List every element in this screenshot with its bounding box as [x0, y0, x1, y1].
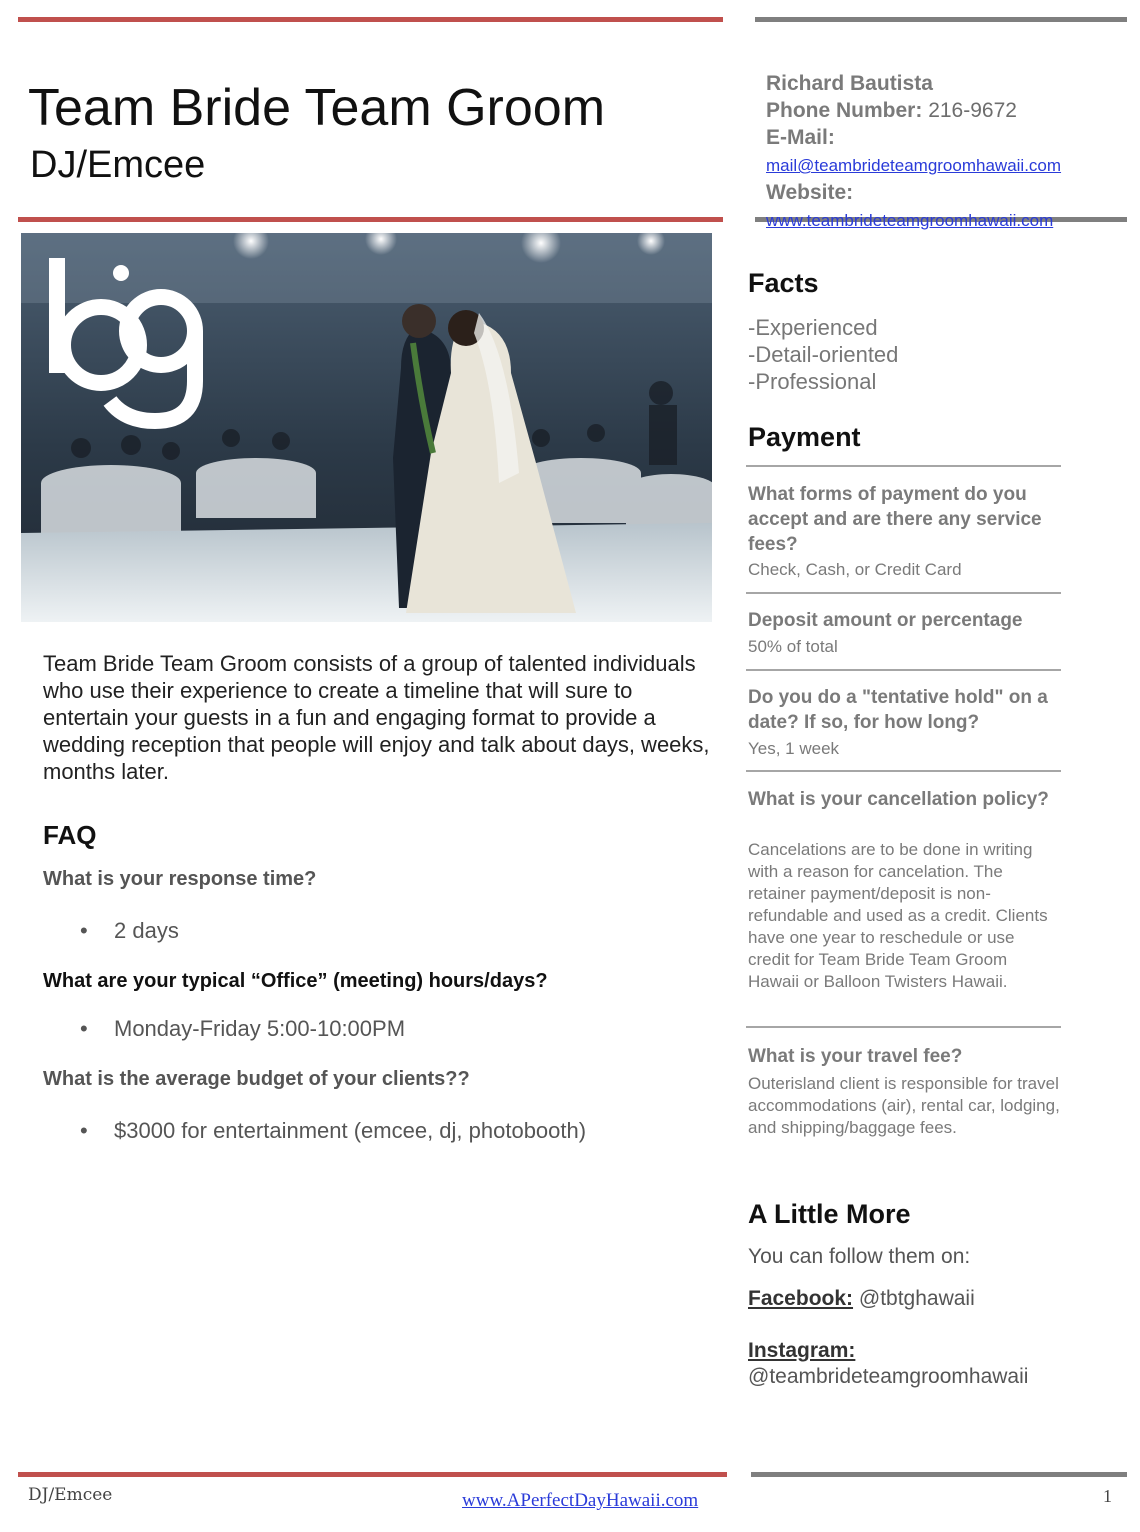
page-number: 1	[1103, 1486, 1112, 1506]
contact-block	[766, 70, 1126, 234]
payment-question-5: What is your travel fee?	[748, 1046, 963, 1067]
header-top-rule-red	[18, 17, 723, 22]
phone-number: 216-9672	[928, 99, 1017, 122]
footer-rule-red	[18, 1472, 727, 1477]
header-top-rule-grey	[755, 17, 1127, 22]
payment-divider	[746, 465, 1061, 467]
contact-name: Richard Bautista	[766, 72, 933, 95]
faq-answer-3	[80, 1118, 586, 1144]
phone-label: Phone Number:	[766, 99, 923, 122]
payment-answer-3: Yes, 1 week	[748, 739, 840, 758]
bullet: •	[80, 1118, 88, 1143]
footer-website-link[interactable]: www.APerfectDayHawaii.com	[462, 1490, 699, 1511]
website-link[interactable]: www.teambrideteamgroomhawaii.com	[766, 211, 1054, 230]
page-title: Team Bride Team Groom	[28, 79, 606, 137]
follow-text: You can follow them on:	[748, 1245, 971, 1268]
payment-answer-5: Outerisland client is responsible for travel accommodations (air), rental car, lodging, and shipping/baggage fees.	[748, 1074, 1060, 1137]
faq-heading: FAQ	[43, 820, 97, 850]
footer-rule-grey	[751, 1472, 1127, 1477]
wedding-photo-illustration	[21, 233, 712, 622]
instagram-handle[interactable]: @teambrideteamgroomhawaii	[748, 1365, 1029, 1388]
payment-divider	[746, 669, 1061, 671]
facts-list	[748, 314, 898, 395]
faq-question-1: What is your response time?	[43, 868, 317, 890]
instagram-label: Instagram:	[748, 1339, 856, 1362]
bullet: •	[80, 1016, 88, 1041]
payment-question-1: What forms of payment do you accept and are there any service fees?	[748, 484, 1042, 555]
page-subtitle: DJ/Emcee	[30, 144, 206, 186]
faq-question-2: What are your typical “Office” (meeting) hours/days?	[43, 970, 548, 992]
facebook-handle[interactable]: @tbtghawaii	[858, 1287, 975, 1310]
wedding-photo	[21, 233, 712, 622]
fact-item: -Detail-oriented	[748, 342, 899, 367]
instagram-block	[748, 1338, 1028, 1390]
payment-heading: Payment	[748, 422, 861, 452]
bullet: •	[80, 918, 88, 943]
email-link[interactable]: mail@teambrideteamgroomhawaii.com	[766, 156, 1062, 175]
facebook-line	[748, 1287, 975, 1311]
payment-question-3: Do you do a "tentative hold" on a date? If so, for how long?	[748, 687, 1048, 733]
faq-answer-text: Monday-Friday 5:00-10:00PM	[114, 1016, 406, 1041]
fact-item: -Professional	[748, 369, 877, 394]
payment-divider	[746, 770, 1061, 772]
intro-paragraph: Team Bride Team Groom consists of a group of talented individuals who use their experience to create a timeline that will sure to entertain your guests in a fun and engaging format to provide a wedding reception that people will enjoy and talk about days, weeks, months later.	[43, 651, 710, 784]
email-label: E-Mail:	[766, 126, 835, 149]
facts-heading: Facts	[748, 268, 819, 298]
payment-question-4: What is your cancellation policy?	[748, 789, 1049, 810]
faq-answer-text: 2 days	[114, 918, 179, 943]
payment-question-2: Deposit amount or percentage	[748, 610, 1023, 631]
payment-answer-4: Cancelations are to be done in writing with a reason for cancelation. The retainer payment/deposit is non-refundable and used as a credit. Clients have one year to reschedule or use credit for Team Bride Team Groom Hawaii or Balloon Twisters Hawaii.	[748, 840, 1048, 991]
payment-divider	[746, 1026, 1061, 1028]
fact-item: -Experienced	[748, 315, 878, 340]
website-label: Website:	[766, 181, 854, 204]
payment-answer-2: 50% of total	[748, 637, 838, 656]
payment-divider	[746, 592, 1061, 594]
payment-answer-1: Check, Cash, or Credit Card	[748, 560, 962, 579]
faq-answer-text: $3000 for entertainment (emcee, dj, photobooth)	[114, 1118, 587, 1143]
faq-answer-2	[80, 1016, 405, 1042]
footer-label: DJ/Emcee	[28, 1485, 113, 1505]
faq-answer-1	[80, 918, 179, 944]
more-heading: A Little More	[748, 1199, 911, 1229]
header-bottom-rule-red	[18, 217, 723, 222]
faq-question-3: What is the average budget of your clients??	[43, 1068, 470, 1090]
facebook-label: Facebook:	[748, 1287, 854, 1310]
